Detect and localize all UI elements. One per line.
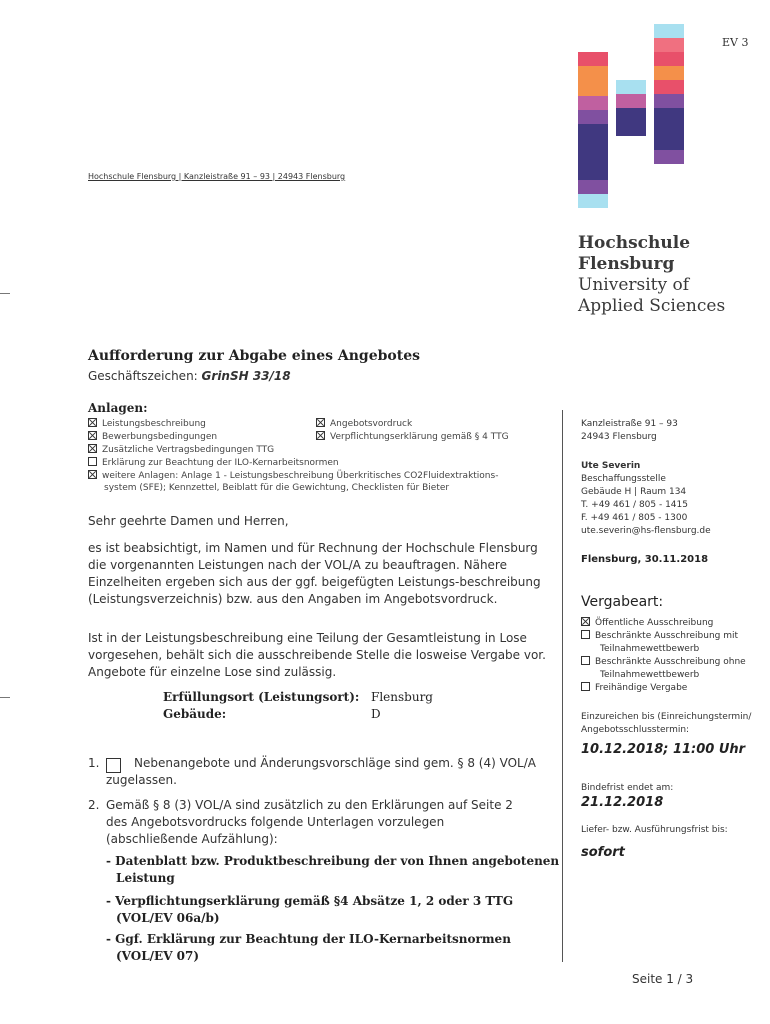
list-item-2-line: des Angebotsvordrucks folgende Unterlagen vorzulegen — [106, 815, 445, 829]
page-number: Seite 1 / 3 — [632, 972, 694, 986]
required-document-item-cont: (VOL/EV 06a/b) — [116, 911, 220, 925]
letter-date: Flensburg, 30.11.2018 — [581, 554, 709, 565]
reference-number — [88, 369, 291, 383]
list-item-2-line: (abschließende Aufzählung): — [106, 832, 278, 846]
required-document-item-cont: (VOL/EV 07) — [116, 949, 200, 963]
required-document-item: - Verpflichtungserklärung gemäß §4 Absätze 1, 2 oder 3 TTG — [106, 894, 514, 908]
award-option-cont: Teilnahmewettbewerb — [600, 644, 700, 654]
body-paragraph-1: es ist beabsichtigt, im Namen und für Rechnung der Hochschule Flensburg die vorgenannten Leistungen nach der VOL/A zu beauftragen. Nähere Einzelheiten ergeben sich aus der ggf. beigefügten Leistungs-beschreibung (Leistungsverzeichnis) bzw. aus den Angaben im Angebotsvordruck. — [88, 541, 541, 606]
submission-deadline-label: Einzureichen bis (Einreichungstermin/ — [581, 712, 752, 722]
award-option: Freihändige Vergabe — [581, 682, 687, 694]
checkbox-unchecked — [581, 656, 590, 665]
required-document-item: - Datenblatt bzw. Produktbeschreibung der von Ihnen angebotenen — [106, 854, 560, 868]
contact-fax: F. +49 461 / 805 - 1300 — [581, 513, 688, 523]
checkbox-checked — [316, 418, 325, 427]
binding-period-value: 21.12.2018 — [581, 795, 664, 810]
document-title: Aufforderung zur Abgabe eines Angebotes — [88, 348, 420, 364]
brand-line-2: Flensburg — [578, 254, 675, 274]
university-logo — [576, 24, 686, 210]
contact-department: Beschaffungsstelle — [581, 474, 666, 484]
submission-deadline-label-cont: Angebotsschlusstermin: — [581, 725, 690, 735]
attachment-item — [88, 444, 274, 456]
checkbox-checked — [88, 444, 97, 453]
logo-bar-middle — [616, 80, 646, 94]
list-item-1-text-cont: zugelassen. — [106, 773, 177, 787]
checkbox-unchecked — [88, 457, 97, 466]
salutation: Sehr geehrte Damen und Herren, — [88, 514, 289, 528]
attachment-item — [88, 457, 339, 469]
document-code: EV 3 — [722, 36, 749, 49]
award-option-cont: Teilnahmewettbewerb — [600, 670, 700, 680]
attachment-label: Angebotsvordruck — [330, 419, 413, 429]
submission-deadline-value: 10.12.2018; 11:00 Uhr — [581, 742, 746, 757]
checkbox-unchecked — [581, 682, 590, 691]
punch-mark — [0, 697, 10, 698]
place-label: Erfüllungsort (Leistungsort): — [163, 690, 360, 704]
attachment-label: Erklärung zur Beachtung der ILO-Kernarbeitsnormen — [102, 458, 339, 468]
delivery-deadline-label: Liefer- bzw. Ausführungsfrist bis: — [581, 825, 728, 835]
list-item-2-line: Gemäß § 8 (3) VOL/A sind zusätzlich zu den Erklärungen auf Seite 2 — [106, 798, 513, 812]
attachment-label: Verpflichtungserklärung gemäß § 4 TTG — [330, 432, 509, 442]
checkbox-checked — [88, 431, 97, 440]
contact-phone: T. +49 461 / 805 - 1415 — [581, 500, 688, 510]
attachment-item — [88, 470, 498, 482]
attachment-label: Bewerbungsbedingungen — [102, 432, 218, 442]
university-name — [578, 233, 725, 317]
attachment-item — [88, 418, 206, 430]
attachment-label: weitere Anlagen: Anlage 1 - Leistungsbeschreibung Überkritisches CO2Fluidextraktions- — [102, 471, 499, 481]
attachment-item — [316, 418, 412, 430]
logo-bar-left — [578, 52, 608, 66]
checkbox-checked — [316, 431, 325, 440]
delivery-deadline-value: sofort — [581, 845, 625, 860]
award-option: Beschränkte Ausschreibung mit — [581, 630, 738, 642]
attachment-continuation: system (SFE); Kennzettel, Beiblatt für die Gewichtung, Checklisten für Bieter — [104, 483, 450, 493]
building-label: Gebäude: — [163, 707, 227, 721]
list-item-1-text: Nebenangebote und Änderungsvorschläge sind gem. § 8 (4) VOL/A — [134, 756, 536, 770]
required-document-item-cont: Leistung — [116, 871, 175, 885]
reference-label: Geschäftszeichen: — [88, 369, 198, 383]
contact-name: Ute Severin — [581, 461, 641, 471]
required-document-item: - Ggf. Erklärung zur Beachtung der ILO-Kernarbeitsnormen — [106, 932, 511, 946]
award-option: Beschränkte Ausschreibung ohne — [581, 656, 746, 668]
sidebar-address-street: Kanzleistraße 91 – 93 — [581, 419, 678, 429]
brand-line-4: Applied Sciences — [578, 296, 726, 316]
list-item-1-number: 1. — [88, 756, 100, 770]
checkbox-checked — [581, 617, 590, 626]
body-paragraph-2: Ist in der Leistungsbeschreibung eine Teilung der Gesamtleistung in Lose vorgesehen, behält sich die ausschreibende Stelle die losweise Vergabe vor. Angebote für einzelne Lose sind zulässig. — [88, 631, 546, 679]
attachment-label: Zusätzliche Vertragsbedingungen TTG — [102, 445, 275, 455]
sender-address-line: Hochschule Flensburg | Kanzleistraße 91 – 93 | 24943 Flensburg — [88, 172, 346, 181]
checkbox-checked — [88, 418, 97, 427]
reference-value: GrinSH 33/18 — [201, 369, 291, 383]
attachments-heading: Anlagen: — [88, 401, 148, 415]
attachment-item — [88, 431, 217, 443]
attachment-label: Leistungsbeschreibung — [102, 419, 206, 429]
logo-bar-right — [654, 24, 684, 38]
award-option: Öffentliche Ausschreibung — [581, 617, 713, 629]
checkbox-unchecked — [581, 630, 590, 639]
contact-room: Gebäude H | Raum 134 — [581, 487, 687, 497]
brand-line-3: University of — [578, 275, 690, 295]
sidebar-address-city: 24943 Flensburg — [581, 432, 657, 442]
award-type-heading: Vergabeart: — [581, 594, 664, 610]
checkbox-checked — [88, 470, 97, 479]
contact-email: ute.severin@hs-flensburg.de — [581, 526, 711, 536]
building-value: D — [371, 707, 381, 721]
place-value: Flensburg — [371, 690, 433, 704]
attachment-item — [316, 431, 509, 443]
list-item-2-number: 2. — [88, 798, 100, 812]
brand-line-1: Hochschule — [578, 233, 691, 253]
binding-period-label: Bindefrist endet am: — [581, 783, 674, 793]
column-divider — [562, 410, 563, 962]
fold-mark — [0, 293, 10, 294]
